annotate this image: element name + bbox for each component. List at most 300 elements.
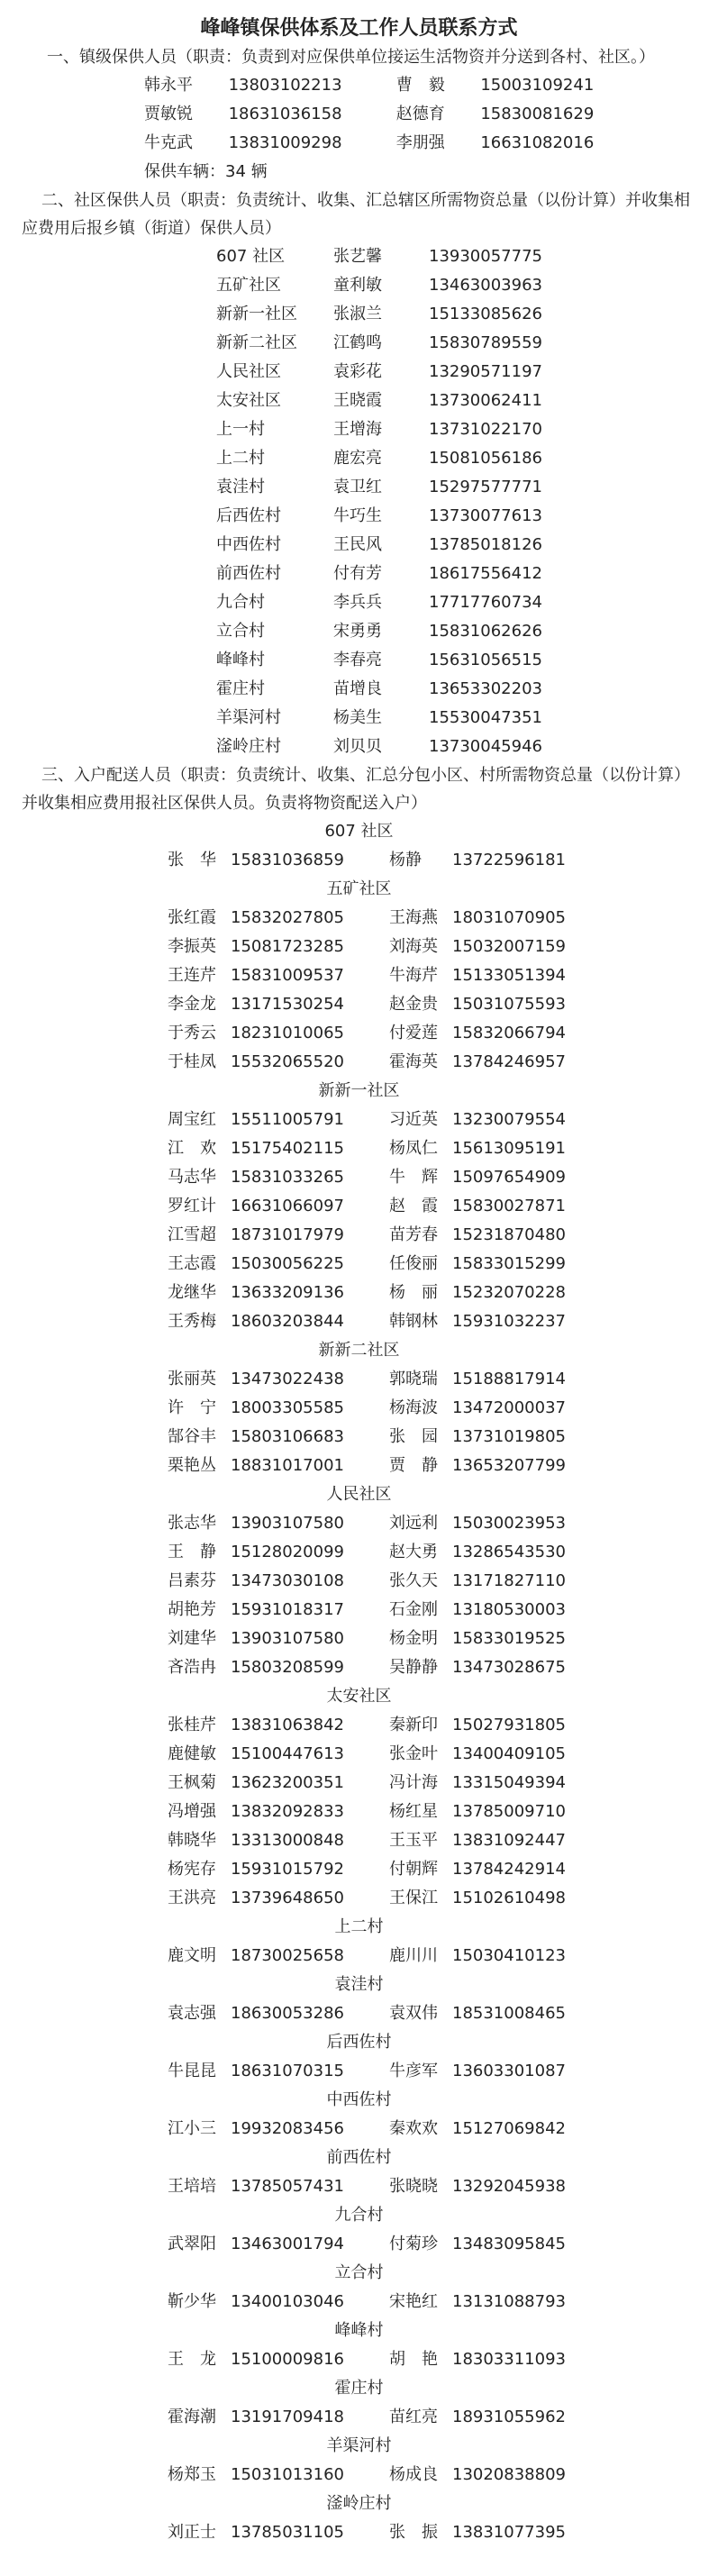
- delivery-name: 张 园: [389, 1427, 438, 1446]
- community-row: [216, 473, 718, 502]
- delivery-name: 王玉平: [389, 1831, 438, 1850]
- delivery-phone: 15830027871: [452, 1197, 566, 1215]
- delivery-row: [168, 2115, 718, 2144]
- delivery-row: [168, 1855, 718, 1884]
- delivery-name: 张 振: [389, 2523, 438, 2542]
- delivery-phone: 15931015792: [231, 1860, 344, 1879]
- delivery-area-list: [168, 904, 718, 1077]
- community-row: [216, 531, 718, 560]
- community-area: 五矿社区: [216, 276, 281, 295]
- delivery-name: 吴静静: [389, 1658, 438, 1677]
- delivery-name: 杨 丽: [389, 1283, 438, 1302]
- delivery-phone: 15102610498: [452, 1889, 566, 1907]
- community-area: 羊渠河村: [216, 708, 281, 727]
- delivery-phone: 13483095845: [452, 2235, 566, 2253]
- community-row: [216, 387, 718, 415]
- delivery-phone: 18631070315: [231, 2062, 344, 2080]
- delivery-row: [168, 990, 718, 1019]
- community-staff-name: 袁彩花: [333, 362, 382, 381]
- delivery-area-list: [168, 846, 718, 875]
- community-row: [216, 358, 718, 387]
- community-staff-name: 刘贝贝: [333, 737, 382, 756]
- delivery-phone: 13171530254: [231, 995, 344, 1014]
- delivery-row: [168, 1509, 718, 1538]
- community-staff-name: 付有芳: [333, 564, 382, 583]
- delivery-phone: 15803208599: [231, 1658, 344, 1677]
- delivery-row: [168, 1452, 718, 1480]
- community-staff-name: 李春亮: [333, 651, 382, 669]
- delivery-name: 李金龙: [168, 995, 216, 1014]
- community-area: 峰峰村: [216, 651, 265, 669]
- community-area: 立合村: [216, 622, 265, 641]
- delivery-phone: 15833015299: [452, 1254, 566, 1273]
- delivery-name: 付朝辉: [389, 1860, 438, 1879]
- community-area: 607 社区: [216, 247, 286, 266]
- delivery-phone: 18730025658: [231, 1946, 344, 1965]
- delivery-row: [168, 1596, 718, 1625]
- delivery-row: [168, 1221, 718, 1250]
- section3-heading: 三、入户配送人员（职责：负责统计、收集、汇总分包小区、村所需物资总量（以份计算）并收集相应费用报社区保供人员。负责将物资配送入户）: [22, 766, 690, 813]
- delivery-area-title: 五矿社区: [326, 879, 392, 898]
- delivery-name: 冯增强: [168, 1802, 216, 1821]
- delivery-name: 龙继华: [168, 1283, 216, 1302]
- delivery-name: 刘海英: [389, 937, 438, 956]
- delivery-area-block: [0, 2144, 718, 2201]
- delivery-area-block: [0, 875, 718, 1077]
- community-staff-name: 鹿宏亮: [333, 449, 382, 468]
- delivery-phone: 18931055962: [452, 2408, 566, 2426]
- delivery-name: 王秀梅: [168, 1312, 216, 1331]
- delivery-name: 苗芳春: [389, 1225, 438, 1244]
- delivery-phone: 13603301087: [452, 2062, 566, 2080]
- community-row: [216, 300, 718, 329]
- delivery-name: 杨郑玉: [168, 2465, 216, 2484]
- delivery-phone: 13831092447: [452, 1831, 566, 1850]
- delivery-name: 栗艳丛: [168, 1456, 216, 1475]
- delivery-name: 吝浩冉: [168, 1658, 216, 1677]
- delivery-phone: 18531008465: [452, 2004, 566, 2023]
- delivery-phone: 13171827110: [452, 1571, 566, 1590]
- community-row: [216, 675, 718, 704]
- delivery-name: 习近英: [389, 1110, 438, 1129]
- delivery-row: [168, 1192, 718, 1221]
- community-area: 太安社区: [216, 391, 281, 410]
- delivery-name: 冯计海: [389, 1773, 438, 1792]
- community-area: 新新一社区: [216, 305, 297, 323]
- delivery-phone: 18003305585: [231, 1398, 344, 1417]
- delivery-row: [168, 1826, 718, 1855]
- delivery-phone: 13230079554: [452, 1110, 566, 1129]
- delivery-phone: 15931018317: [231, 1600, 344, 1619]
- delivery-row: [168, 1884, 718, 1913]
- delivery-row: [168, 2345, 718, 2374]
- delivery-name: 许 宁: [168, 1398, 216, 1417]
- staff-phone: 13831009298: [228, 133, 342, 152]
- staff-name: 贾敏锐: [144, 105, 193, 123]
- delivery-area-title: 袁洼村: [334, 1975, 384, 1994]
- delivery-phone: 15532065520: [231, 1052, 344, 1071]
- delivery-area-title: 中西佐村: [326, 2090, 392, 2109]
- delivery-phone: 13020838809: [452, 2465, 566, 2484]
- staff-name: 赵德育: [395, 105, 445, 123]
- delivery-name: 郭晓瑞: [389, 1370, 438, 1388]
- delivery-phone: 13784242914: [452, 1860, 566, 1879]
- community-staff-phone: 18617556412: [429, 564, 542, 583]
- delivery-name: 杨成良: [389, 2465, 438, 2484]
- delivery-phone: 15232070228: [452, 1283, 566, 1302]
- community-staff-phone: 15081056186: [429, 449, 542, 468]
- delivery-name: 秦新印: [389, 1716, 438, 1734]
- delivery-row: [168, 846, 718, 875]
- community-row: [216, 733, 718, 761]
- community-staff-phone: 15133085626: [429, 305, 542, 323]
- delivery-phone: 15100447613: [231, 1744, 344, 1763]
- delivery-phone: 18603203844: [231, 1312, 344, 1331]
- delivery-area-block: [0, 2028, 718, 2086]
- community-staff-phone: 13290571197: [429, 362, 542, 381]
- delivery-row: [168, 1653, 718, 1682]
- community-area: 滏岭庄村: [216, 737, 281, 756]
- delivery-area-list: [168, 2461, 718, 2490]
- delivery-name: 张桂芹: [168, 1716, 216, 1734]
- delivery-area-title: 人民社区: [326, 1485, 392, 1504]
- staff-phone: 15830081629: [480, 105, 595, 123]
- community-area: 前西佐村: [216, 564, 281, 583]
- delivery-row: [168, 2172, 718, 2201]
- delivery-name: 牛 辉: [389, 1168, 438, 1187]
- delivery-row: [168, 2403, 718, 2432]
- delivery-area-block: [0, 817, 718, 875]
- community-staff-name: 王民风: [333, 535, 382, 554]
- delivery-name: 武翠阳: [168, 2235, 216, 2253]
- delivery-area-block: [0, 2432, 718, 2490]
- community-area: 上二村: [216, 449, 265, 468]
- community-staff-name: 张艺馨: [333, 247, 382, 266]
- delivery-phone: 15188817914: [452, 1370, 566, 1388]
- delivery-name: 杨海波: [389, 1398, 438, 1417]
- delivery-phone: 15931032237: [452, 1312, 566, 1331]
- community-row: [216, 444, 718, 473]
- delivery-name: 于秀云: [168, 1024, 216, 1042]
- delivery-row: [168, 2461, 718, 2490]
- delivery-area-title: 新新二社区: [318, 1341, 400, 1360]
- delivery-area-block: [0, 2317, 718, 2374]
- delivery-name: 牛海芹: [389, 966, 438, 985]
- delivery-area-list: [168, 2172, 718, 2201]
- delivery-row: [168, 1423, 718, 1452]
- delivery-name: 霍海英: [389, 1052, 438, 1071]
- delivery-area-list: [168, 2288, 718, 2317]
- delivery-area-list: [168, 2345, 718, 2374]
- delivery-row: [168, 1538, 718, 1567]
- community-staff-name: 袁卫红: [333, 478, 382, 496]
- delivery-phone: 13785057431: [231, 2177, 344, 2196]
- delivery-phone: 13785009710: [452, 1802, 566, 1821]
- delivery-area-block: [0, 2201, 718, 2259]
- delivery-name: 霍海潮: [168, 2408, 216, 2426]
- delivery-row: [168, 1711, 718, 1740]
- delivery-name: 王培培: [168, 2177, 216, 2196]
- delivery-phone: 18231010065: [231, 1024, 344, 1042]
- delivery-name: 贾 静: [389, 1456, 438, 1475]
- delivery-area-list: [168, 2230, 718, 2259]
- community-staff-phone: 13463003963: [429, 276, 542, 295]
- community-staff-name: 王晓霞: [333, 391, 382, 410]
- delivery-name: 张红霞: [168, 908, 216, 927]
- delivery-name: 王连芹: [168, 966, 216, 985]
- delivery-phone: 15511005791: [231, 1110, 344, 1129]
- delivery-phone: 13292045938: [452, 2177, 566, 2196]
- delivery-area-block: [0, 2259, 718, 2317]
- community-row: [216, 588, 718, 617]
- delivery-row: [168, 1394, 718, 1423]
- delivery-phone: 15832066794: [452, 1024, 566, 1042]
- delivery-row: [168, 1106, 718, 1134]
- delivery-area-title: 霍庄村: [334, 2379, 384, 2398]
- delivery-phone: 13473028675: [452, 1658, 566, 1677]
- community-area: 新新二社区: [216, 333, 297, 352]
- delivery-phone: 15030410123: [452, 1946, 566, 1965]
- delivery-area-list: [168, 1106, 718, 1336]
- community-area: 九合村: [216, 593, 265, 612]
- delivery-phone: 13400409105: [452, 1744, 566, 1763]
- delivery-name: 牛彦军: [389, 2062, 438, 2080]
- community-staff-name: 牛巧生: [333, 506, 382, 525]
- delivery-row: [168, 1134, 718, 1163]
- delivery-name: 鹿健敏: [168, 1744, 216, 1763]
- delivery-phone: 15833019525: [452, 1629, 566, 1648]
- delivery-name: 罗红计: [168, 1197, 216, 1215]
- staff-phone: 16631082016: [480, 133, 595, 152]
- delivery-name: 杨红星: [389, 1802, 438, 1821]
- community-row: [216, 617, 718, 646]
- delivery-name: 杨凤仁: [389, 1139, 438, 1158]
- community-staff-phone: 15631056515: [429, 651, 542, 669]
- delivery-row: [168, 1999, 718, 2028]
- delivery-phone: 15100009816: [231, 2350, 344, 2369]
- delivery-area-list: [168, 1365, 718, 1480]
- community-row: [216, 242, 718, 271]
- delivery-name: 王海燕: [389, 908, 438, 927]
- community-staff-phone: 13730077613: [429, 506, 542, 525]
- community-staff-name: 童利敏: [333, 276, 382, 295]
- delivery-phone: 15803106683: [231, 1427, 344, 1446]
- delivery-area-title: 上二村: [334, 1917, 384, 1936]
- delivery-name: 石金刚: [389, 1600, 438, 1619]
- community-staff-phone: 13930057775: [429, 247, 542, 266]
- delivery-name: 付爱莲: [389, 1024, 438, 1042]
- staff-phone: 15003109241: [480, 76, 595, 95]
- delivery-area-block: [0, 1971, 718, 2028]
- community-staff-phone: 13785018126: [429, 535, 542, 554]
- delivery-row: [168, 904, 718, 933]
- delivery-row: [168, 1567, 718, 1596]
- delivery-phone: 15027931805: [452, 1716, 566, 1734]
- delivery-name: 张志华: [168, 1514, 216, 1533]
- delivery-row: [168, 933, 718, 961]
- delivery-phone: 13722596181: [452, 851, 566, 869]
- delivery-name: 王志霞: [168, 1254, 216, 1273]
- delivery-row: [168, 1942, 718, 1971]
- delivery-name: 王洪亮: [168, 1889, 216, 1907]
- delivery-phone: 15127069842: [452, 2119, 566, 2138]
- delivery-name: 王枫菊: [168, 1773, 216, 1792]
- delivery-row: [168, 1279, 718, 1307]
- delivery-phone: 16631066097: [231, 1197, 344, 1215]
- delivery-phone: 15097654909: [452, 1168, 566, 1187]
- delivery-phone: 15832027805: [231, 908, 344, 927]
- delivery-name: 靳少华: [168, 2292, 216, 2311]
- delivery-row: [168, 1048, 718, 1077]
- delivery-name: 张久天: [389, 1571, 438, 1590]
- delivery-name: 张丽英: [168, 1370, 216, 1388]
- delivery-phone: 13315049394: [452, 1773, 566, 1792]
- community-staff-phone: 13730062411: [429, 391, 542, 410]
- delivery-name: 宋艳红: [389, 2292, 438, 2311]
- community-staff-phone: 13731022170: [429, 420, 542, 439]
- delivery-area-title: 立合村: [334, 2263, 384, 2282]
- delivery-phone: 13831063842: [231, 1716, 344, 1734]
- delivery-area-block: [0, 1077, 718, 1336]
- delivery-phone: 13903107580: [231, 1629, 344, 1648]
- delivery-row: [168, 1798, 718, 1826]
- delivery-area-title: 前西佐村: [326, 2148, 392, 2167]
- community-staff-name: 宋勇勇: [333, 622, 382, 641]
- delivery-phone: 15133051394: [452, 966, 566, 985]
- delivery-name: 李振英: [168, 937, 216, 956]
- community-row: [216, 271, 718, 300]
- section-community-staff: [0, 187, 718, 761]
- delivery-phone: 15831033265: [231, 1168, 344, 1187]
- delivery-name: 杨金明: [389, 1629, 438, 1648]
- community-area: 人民社区: [216, 362, 281, 381]
- section-town-staff: [0, 43, 718, 187]
- delivery-name: 刘正士: [168, 2523, 216, 2542]
- delivery-row: [168, 1307, 718, 1336]
- delivery-area-block: [0, 1913, 718, 1971]
- community-area: 后西佐村: [216, 506, 281, 525]
- community-area: 袁洼村: [216, 478, 265, 496]
- delivery-name: 苗红亮: [389, 2408, 438, 2426]
- delivery-phone: 18303311093: [452, 2350, 566, 2369]
- delivery-phone: 13623200351: [231, 1773, 344, 1792]
- delivery-phone: 13739648650: [231, 1889, 344, 1907]
- delivery-area-block: [0, 2374, 718, 2432]
- delivery-area-list: [168, 1711, 718, 1913]
- delivery-name: 袁志强: [168, 2004, 216, 2023]
- delivery-phone: 15613095191: [452, 1139, 566, 1158]
- delivery-phone: 15231870480: [452, 1225, 566, 1244]
- delivery-phone: 18731017979: [231, 1225, 344, 1244]
- community-staff-phone: 15530047351: [429, 708, 542, 727]
- delivery-phone: 13473030108: [231, 1571, 344, 1590]
- staff-name: 韩永平: [144, 76, 193, 95]
- delivery-phone: 13785031105: [231, 2523, 344, 2542]
- community-staff-name: 杨美生: [333, 708, 382, 727]
- staff-row: [144, 129, 595, 158]
- delivery-row: [168, 2057, 718, 2086]
- community-row: [216, 415, 718, 444]
- staff-row: [144, 71, 595, 100]
- delivery-phone: 13400103046: [231, 2292, 344, 2311]
- delivery-row: [168, 1740, 718, 1769]
- delivery-name: 江雪超: [168, 1225, 216, 1244]
- town-staff-list: [144, 71, 595, 158]
- delivery-area-title: 607 社区: [324, 822, 394, 841]
- section1-heading: 一、镇级保供人员（职责：负责到对应保供单位接运生活物资并分送到各村、社区。）: [47, 48, 655, 67]
- community-staff-list: [216, 242, 718, 761]
- community-staff-phone: 13653302203: [429, 679, 542, 698]
- delivery-phone: 13832092833: [231, 1802, 344, 1821]
- delivery-area-title: 峰峰村: [334, 2321, 384, 2340]
- delivery-name: 马志华: [168, 1168, 216, 1187]
- community-staff-name: 张淑兰: [333, 305, 382, 323]
- delivery-phone: 13191709418: [231, 2408, 344, 2426]
- community-row: [216, 560, 718, 588]
- community-row: [216, 329, 718, 358]
- delivery-phone: 15030023953: [452, 1514, 566, 1533]
- community-row: [216, 502, 718, 531]
- delivery-phone: 13903107580: [231, 1514, 344, 1533]
- delivery-phone: 13472000037: [452, 1398, 566, 1417]
- delivery-area-title: 太安社区: [326, 1687, 392, 1706]
- staff-phone: 18631036158: [228, 105, 342, 123]
- delivery-area-block: [0, 1336, 718, 1480]
- community-staff-name: 李兵兵: [333, 593, 382, 612]
- delivery-area-list: [168, 1509, 718, 1682]
- delivery-phone: 15031013160: [231, 2465, 344, 2484]
- delivery-phone: 15831009537: [231, 966, 344, 985]
- staff-phone: 13803102213: [228, 76, 342, 95]
- delivery-area-title: 滏岭庄村: [326, 2494, 392, 2513]
- delivery-name: 袁双伟: [389, 2004, 438, 2023]
- delivery-phone: 13463001794: [231, 2235, 344, 2253]
- delivery-row: [168, 1769, 718, 1798]
- delivery-phone: 15030056225: [231, 1254, 344, 1273]
- delivery-name: 牛昆昆: [168, 2062, 216, 2080]
- delivery-phone: 13313000848: [231, 1831, 344, 1850]
- delivery-name: 王 龙: [168, 2350, 216, 2369]
- delivery-area-block: [0, 1480, 718, 1682]
- staff-name: 牛克武: [144, 133, 193, 152]
- delivery-name: 赵大勇: [389, 1543, 438, 1561]
- delivery-name: 赵 霞: [389, 1197, 438, 1215]
- delivery-name: 鹿文明: [168, 1946, 216, 1965]
- delivery-row: [168, 1163, 718, 1192]
- delivery-name: 秦欢欢: [389, 2119, 438, 2138]
- delivery-row: [168, 1625, 718, 1653]
- delivery-area-list: [168, 1942, 718, 1971]
- delivery-phone: 15032007159: [452, 937, 566, 956]
- community-staff-name: 苗增良: [333, 679, 382, 698]
- community-area: 中西佐村: [216, 535, 281, 554]
- delivery-row: [168, 1019, 718, 1048]
- delivery-phone: 15031075593: [452, 995, 566, 1014]
- delivery-phone: 15175402115: [231, 1139, 344, 1158]
- community-row: [216, 704, 718, 733]
- community-area: 霍庄村: [216, 679, 265, 698]
- community-staff-phone: 13730045946: [429, 737, 542, 756]
- community-staff-name: 江鹤鸣: [333, 333, 382, 352]
- delivery-row: [168, 1250, 718, 1279]
- delivery-phone: 15128020099: [231, 1543, 344, 1561]
- delivery-phone: 18831017001: [231, 1456, 344, 1475]
- community-staff-phone: 15297577771: [429, 478, 542, 496]
- delivery-name: 刘建华: [168, 1629, 216, 1648]
- community-staff-phone: 17717760734: [429, 593, 542, 612]
- community-staff-name: 王增海: [333, 420, 382, 439]
- delivery-area-block: [0, 2086, 718, 2144]
